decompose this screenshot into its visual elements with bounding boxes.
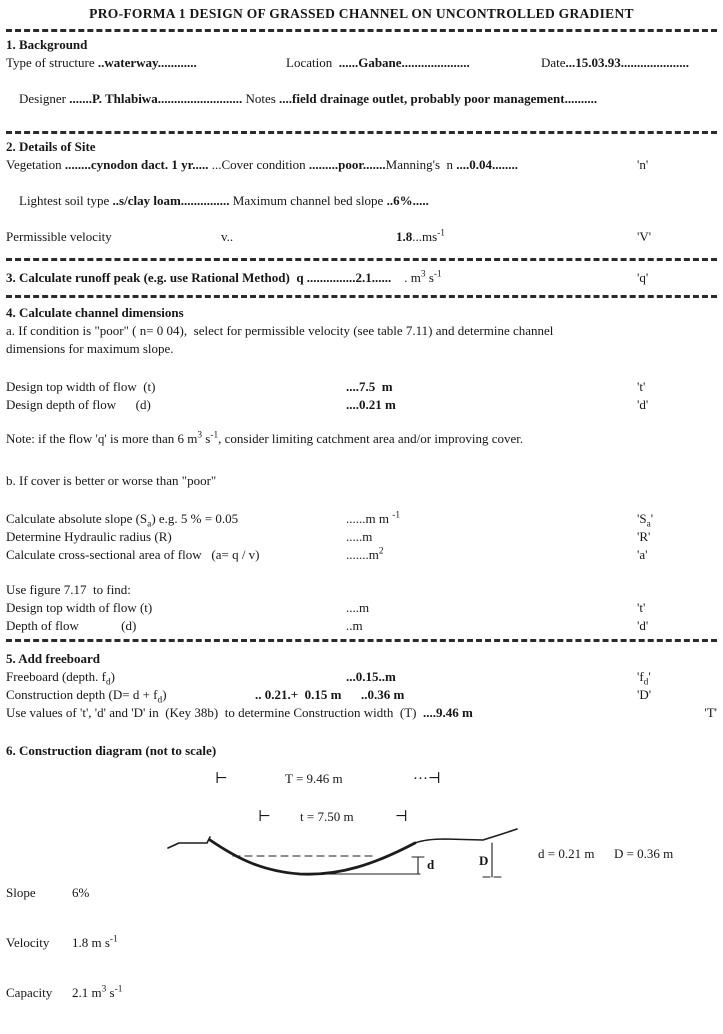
q-symbol: 'q' — [637, 270, 649, 285]
t-symbol: 't' — [637, 379, 646, 394]
r-symbol: 'R' — [637, 529, 651, 544]
cross-section-area-row — [6, 546, 717, 564]
ground-line-left — [168, 837, 210, 848]
separator-line — [6, 639, 717, 642]
t-dim-tick-left-icon: ⊢ — [258, 809, 271, 825]
permissible-velocity-label: Permissible velocity — [6, 229, 112, 244]
slope-stat-value: 6% — [72, 885, 90, 900]
slope-stat-row — [6, 884, 122, 902]
top-width-label: Design top width of flow (t) — [6, 379, 156, 394]
condition-b-line: b. If cover is better or worse than "poor" — [6, 473, 217, 488]
bed-slope-value: ..6%..... — [386, 193, 429, 208]
depth-value: ....0.21 m — [346, 397, 396, 412]
T-dim-tick-right-icon: ···⊣ — [413, 771, 441, 787]
background-row-2 — [6, 72, 717, 126]
ground-line-right — [415, 829, 517, 843]
separator-line — [6, 258, 717, 261]
date-value: ...15.03.93..................... — [565, 55, 690, 70]
absolute-slope-row — [6, 510, 717, 528]
d-dimension-tick — [412, 857, 424, 874]
T-dimension-label: T = 9.46 m — [285, 771, 343, 786]
construction-width-value: ....9.46 m — [422, 705, 473, 720]
vegetation-label: Vegetation — [6, 157, 65, 172]
t-symbol: 't' — [637, 600, 646, 615]
background-row-1 — [6, 54, 717, 72]
cross-section-area-value: $.......m^2$ — [346, 546, 384, 562]
type-of-structure-value: ..waterway............ — [97, 55, 197, 70]
capacity-stat-value: 2.1 $m^3$ $s^{-1}$ — [72, 984, 123, 1000]
construction-depth-value: .. 0.21.+ 0.15 m ..0.36 m — [255, 687, 405, 702]
hydraulic-radius-label: Determine Hydraulic radius (R) — [6, 529, 172, 544]
velocity-value-group — [396, 228, 445, 246]
vegetation-value: ........cynodon dact. 1 yr..... — [64, 157, 209, 172]
D-symbol: 'D' — [637, 687, 652, 702]
sa-symbol: '$S_a$' — [637, 511, 654, 530]
condition-a-line-1: a. If condition is "poor" ( n= 0 04), select for permissible velocity (see table 7.11) and determine channel — [6, 323, 554, 338]
a-symbol: 'a' — [637, 547, 648, 562]
section-3-heading: 3. Calculate runoff peak (e.g. use Rational Method) q — [6, 270, 307, 285]
n-symbol: 'n' — [637, 157, 649, 172]
page-title: PRO-FORMA 1 DESIGN OF GRASSED CHANNEL ON UNCONTROLLED GRADIENT — [89, 6, 634, 21]
cover-condition-label: ...Cover condition — [208, 157, 309, 172]
depth-row — [6, 396, 717, 414]
vegetation-row — [6, 156, 717, 174]
separator-line — [6, 29, 717, 32]
T-symbol: 'T' — [704, 705, 717, 720]
location-field — [286, 54, 541, 72]
type-of-structure-label: Type of structure — [6, 55, 98, 70]
top-width-b-value: ....m — [346, 600, 370, 615]
absolute-slope-label: Calculate absolute slope $(S_a)$ e.g. 5 % = 0.05 — [6, 511, 239, 530]
velocity-units: $...ms^{-1}$ — [412, 228, 445, 244]
fd-symbol: '$f_d$' — [637, 669, 651, 688]
location-label: Location — [286, 55, 339, 70]
top-width-b-label: Design top width of flow (t) — [6, 600, 153, 615]
top-width-value: ....7.5 m — [346, 379, 393, 394]
channel-cross-section-drawing — [165, 821, 565, 891]
runoff-q-units: . $m^3$ $s^{-1}$ — [391, 269, 442, 285]
depth-values-note: d = 0.21 m D = 0.36 m — [538, 846, 674, 861]
designer-label: Designer — [19, 91, 70, 106]
velocity-v-label: v.. — [221, 229, 234, 244]
construction-diagram-section — [6, 742, 717, 1000]
section-1-heading: 1. Background — [6, 37, 88, 52]
channel-stats — [6, 852, 122, 1034]
soil-row — [6, 174, 717, 228]
velocity-stat-label: Velocity — [6, 935, 50, 950]
runoff-peak-row — [6, 269, 717, 287]
depth-label: Design depth of flow (d) — [6, 397, 151, 412]
freeboard-row — [6, 668, 717, 686]
cross-section-area-label: Calculate cross-sectional area of flow (a= q / v) — [6, 547, 260, 562]
figure-reference-line: Use figure 7.17 to find: — [6, 582, 131, 597]
soil-type-label: Lightest soil type — [19, 193, 113, 208]
condition-a-line-2: dimensions for maximum slope. — [6, 341, 174, 356]
construction-depth-row — [6, 686, 717, 704]
cover-condition-value: .........poor....... — [308, 157, 386, 172]
depth-b-value: ..m — [346, 618, 363, 633]
section-5-heading: 5. Add freeboard — [6, 651, 101, 666]
date-field — [541, 54, 689, 72]
construction-width-label: Use values of 't', 'd' and 'D' in (Key 38b) to determine Construction width (T) — [6, 705, 423, 720]
channel-curve — [210, 840, 415, 874]
top-width-row-b — [6, 599, 717, 617]
D-depth-label: D — [479, 853, 489, 868]
velocity-value: 1.8 — [396, 229, 413, 244]
permissible-velocity-row — [6, 228, 717, 246]
construction-width-row — [6, 704, 717, 722]
top-width-row — [6, 378, 717, 396]
velocity-stat-value: 1.8 m $s^{-1}$ — [72, 934, 118, 950]
bed-slope-label: Maximum channel bed slope — [229, 193, 387, 208]
T-dim-tick-left-icon: ⊢ — [215, 771, 228, 787]
separator-line — [6, 131, 717, 134]
flow-note: Note: if the flow 'q' is more than 6 $m^3$ $s^{-1}$, consider limiting catchment area and/or improving cover. — [6, 430, 524, 446]
capacity-stat-label: Capacity — [6, 985, 53, 1000]
section-4-heading: 4. Calculate channel dimensions — [6, 305, 184, 320]
construction-depth-label: Construction depth $(D= d + f_d)$ — [6, 687, 167, 706]
type-of-structure-field — [6, 54, 286, 72]
freeboard-value: ...0.15..m — [346, 669, 396, 684]
notes-value: ....field drainage outlet, probably poor management.......... — [279, 91, 598, 106]
t-dim-tick-right-icon: ⊣ — [395, 809, 408, 825]
depth-b-label: Depth of flow (d) — [6, 618, 137, 633]
runoff-q-value: ...............2.1...... — [306, 270, 392, 285]
velocity-stat-row — [6, 934, 122, 952]
section-6-heading: 6. Construction diagram (not to scale) — [6, 743, 217, 758]
date-label: Date — [541, 55, 566, 70]
v-symbol: 'V' — [637, 229, 652, 244]
d-symbol: 'd' — [637, 618, 649, 633]
absolute-slope-value: ......m m $^{-1}$ — [346, 510, 401, 526]
depth-row-b — [6, 617, 717, 635]
mannings-n-value: ....0.04........ — [456, 157, 519, 172]
mannings-n-label: Manning's n — [385, 157, 457, 172]
separator-line — [6, 295, 717, 298]
notes-label: Notes — [242, 91, 280, 106]
hydraulic-radius-value: .....m — [346, 529, 373, 544]
freeboard-label: Freeboard (depth. $f_d$) — [6, 669, 116, 688]
soil-type-value: ..s/clay loam............... — [112, 193, 230, 208]
d-symbol: 'd' — [637, 397, 649, 412]
d-depth-label: d — [427, 857, 435, 872]
capacity-stat-row — [6, 984, 122, 1002]
designer-value: .......P. Thlabiwa.......................... — [69, 91, 243, 106]
section-2-heading: 2. Details of Site — [6, 139, 96, 154]
t-dimension-label: t = 7.50 m — [300, 809, 354, 824]
location-value: ......Gabane..................... — [338, 55, 470, 70]
slope-stat-label: Slope — [6, 885, 36, 900]
hydraulic-radius-row — [6, 528, 717, 546]
